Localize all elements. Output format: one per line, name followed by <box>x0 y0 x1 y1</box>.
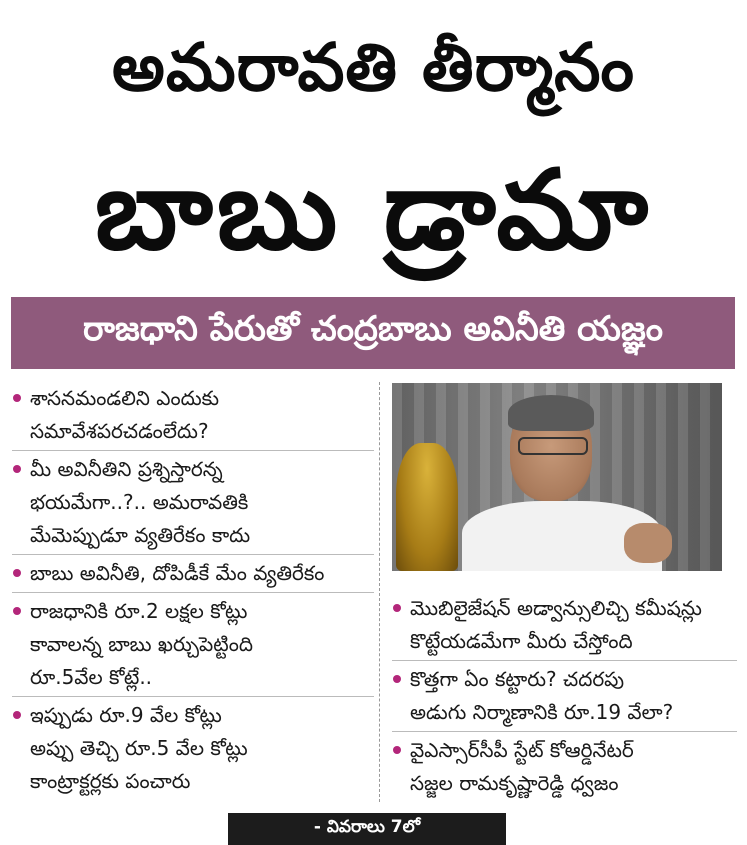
bullet-item <box>12 557 374 593</box>
bullet-item <box>12 382 374 451</box>
bullet-dot-icon <box>13 607 21 615</box>
bullet-line: మీ అవినీతిని ప్రశ్నిస్తారన్న <box>30 457 223 481</box>
left-column <box>12 382 374 802</box>
bullet-dot-icon <box>393 746 401 754</box>
bullet-line: అడుగు నిర్మాణానికి రూ.19 వేలా? <box>410 700 674 724</box>
photo-hand <box>624 523 672 563</box>
bullet-line: కాంట్రాక్టర్లకు పంచారు <box>30 769 191 793</box>
bullet-dot-icon <box>13 569 21 577</box>
bullet-line: బాబు అవినీతి, దోపిడీకే మేం వ్యతిరేకం <box>30 561 325 585</box>
bullet-line: ఇప్పుడు రూ.9 వేల కోట్లు <box>30 703 222 727</box>
bullet-line: భయమేగా..?.. అమరావతికి <box>30 490 249 514</box>
subheadline-banner <box>11 297 735 369</box>
bullet-line: కొత్తగా ఏం కట్టారు? చదరపు <box>410 667 625 691</box>
bullet-line: సమావేశపరచడంలేదు? <box>30 419 209 443</box>
bullet-item <box>392 734 737 802</box>
bullet-line: మేమెప్పుడూ వ్యతిరేకం కాదు <box>30 523 251 547</box>
bullet-line: రాజధానికి రూ.2 లక్షల కోట్లు <box>30 599 248 623</box>
bullet-line: కొట్టేయడమేగా మీరు చేస్తోంది <box>410 629 633 653</box>
photo-glasses <box>518 437 588 455</box>
bullet-dot-icon <box>393 604 401 612</box>
right-column <box>392 592 737 804</box>
bullet-line: రూ.5వేల కోట్లే.. <box>30 665 153 689</box>
bullet-item <box>12 595 374 697</box>
column-divider <box>379 382 381 802</box>
headline-line1: అమరావతి తీర్మానం <box>112 29 635 106</box>
bullet-dot-icon <box>13 711 21 719</box>
subheadline-text: రాజధాని పేరుతో చంద్రబాబు అవినీతి యజ్ఞం <box>83 309 663 349</box>
bullet-line: మొబిలైజేషన్ అడ్వాన్సులిచ్చి కమీషన్లు <box>410 596 702 620</box>
speaker-photo <box>392 383 722 571</box>
bullet-dot-icon <box>13 394 21 402</box>
bullet-item <box>12 699 374 800</box>
bullet-dot-icon <box>13 465 21 473</box>
bullet-line: శాసనమండలిని ఎందుకు <box>30 386 220 410</box>
bullet-line: వైఎస్సార్‌సీపీ స్టేట్ కోఆర్డినేటర్ <box>410 738 634 762</box>
bullet-line: సజ్జల రామకృష్ణారెడ్డి ధ్వజం <box>410 771 619 795</box>
details-page-tag <box>228 813 506 845</box>
headline-line2: బాబు డ్రామా <box>94 146 653 274</box>
bullet-item <box>392 663 737 732</box>
bullet-line: అప్పు తెచ్చి రూ.5 వేల కోట్లు <box>30 736 248 760</box>
bullet-dot-icon <box>393 675 401 683</box>
bullet-line: కావాలన్న బాబు ఖర్చుపెట్టింది <box>30 632 253 656</box>
bullet-item <box>392 592 737 661</box>
bullet-item <box>12 453 374 555</box>
details-page-text: - వివరాలు 7లో <box>313 817 421 837</box>
photo-hair <box>508 395 594 431</box>
photo-statue <box>396 443 458 571</box>
